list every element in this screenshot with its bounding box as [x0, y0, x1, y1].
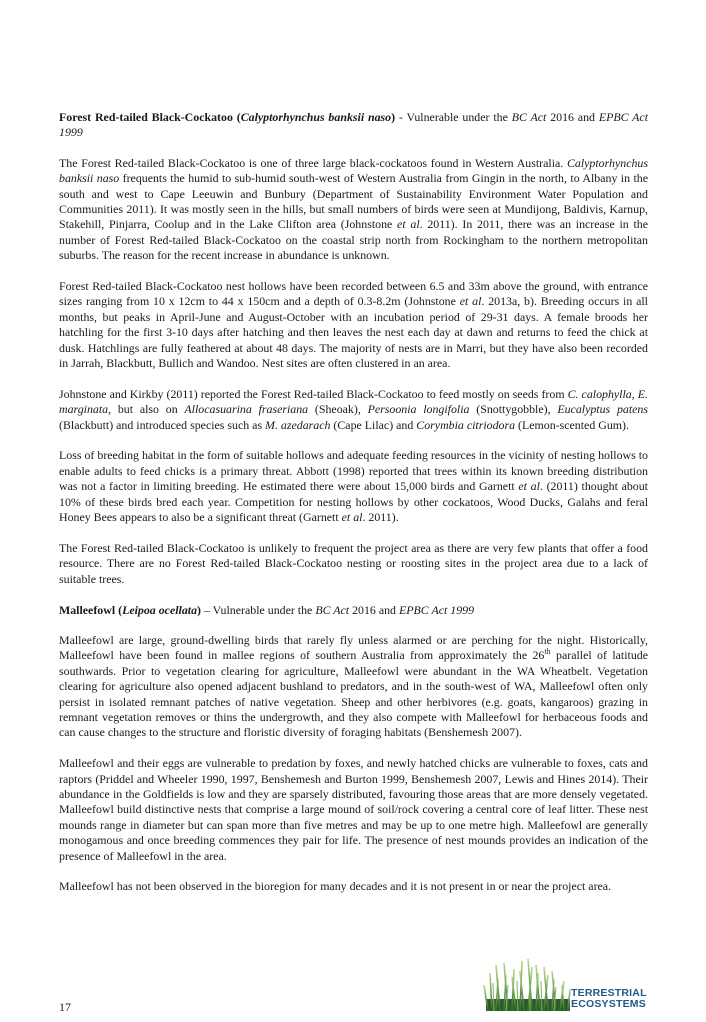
paragraph-cockatoo-feeding: Johnstone and Kirkby (2011) reported the Forest Red-tailed Black-Cockatoo to feed mostly on seeds from C. calophylla, E. marginata, but also on Allocasuarina fraseriana (Sheoak), Persoonia longifolia (Snottygobble), Eucalyptus patens (Blackbutt) and introduced species such as M. azedarach (Cape Lilac) and Corymbia citriodora (Lemon-scented Gum). [59, 386, 648, 432]
heading-malleefowl: Malleefowl (Leipoa ocellata) – Vulnerable under the BC Act 2016 and EPBC Act 1999 [59, 602, 475, 617]
page-number: 17 [59, 1000, 71, 1014]
paragraph-malleefowl-habitat: Malleefowl are large, ground-dwelling birds that rarely fly unless alarmed or are perching for the night. Historically, Malleefowl have been found in mallee regions of southern Australia from approximately the 26th parallel of latitude southwards. Prior to vegetation clearing for agriculture, Malleefowl were abundant in the WA Wheatbelt. Vegetation clearing for agriculture also opened adjacent bushland to predators, and in the south-west of WA, Malleefowl often only persist in isolated remnant patches of native vegetation. Sheep and other herbivores (e.g. goats, kangaroos) grazing in remnant vegetation removes or thins the undergrowth, and they also compete with Malleefowl for herbaceous foods and can cause changes to the structure and floristic diversity of foraging habitats (Benshemesh 2007). [59, 632, 648, 740]
paragraph-cockatoo-threats: Loss of breeding habitat in the form of suitable hollows and adequate feeding resources in the vicinity of nesting hollows to enable adults to feed chicks is a primary threat. Abbott (1998) reported that trees within its known breeding distribution was not a factor in limiting breeding. He estimated there were about 15,000 birds and Garnett et al. (2011) thought about 10% of these birds bred each year. Competition for nesting hollows by other cockatoos, Wood Ducks, Galahs and feral Honey Bees appears to also be a significant threat (Garnett et al. 2011). [59, 448, 648, 525]
heading-forest-red-tailed-black-cockatoo: Forest Red-tailed Black-Cockatoo (Calyptorhynchus banksii naso) - Vulnerable under the BC Act 2016 and EPBC Act 1999 [59, 110, 648, 140]
paragraph-malleefowl-project-area: Malleefowl has not been observed in the bioregion for many decades and it is not present in or near the project area. [59, 879, 612, 894]
logo-line-2: ECOSYSTEMS [571, 998, 646, 1010]
paragraph-cockatoo-nesting: Forest Red-tailed Black-Cockatoo nest hollows have been recorded between 6.5 and 33m above the ground, with entrance sizes ranging from 10 x 12cm to 44 x 150cm and a depth of 0.3-8.2m (Johnstone et al. 2013a, b). Breeding occurs in all months, but peaks in April-June and August-October with an incubation period of 29-31 days. A female broods her hatchling for the first 3-10 days after hatching and then leaves the nest each day at dawn and returns to feed the chick at dusk. Hatchlings are fully feathered at about 48 days. The majority of nests are in Marri, but they have also been recorded in Jarrah, Blackbutt, Bullich and Wandoo. Nest sites are often clustered in an area. [59, 279, 648, 371]
paragraph-cockatoo-distribution: The Forest Red-tailed Black-Cockatoo is one of three large black-cockatoos found in Western Australia. Calyptorhynchus banksii naso frequents the humid to sub-humid south-west of Western Australia from Gingin in the north, to Albany in the south and west to Cape Leeuwin and Bunbury (Department of Sustainability Environment Water Population and Communities 2011). It was mostly seen in the hills, but small numbers of birds were seen at Mundijong, Baldivis, Karnup, Stakehill, Pinjarra, Coolup and in the Lake Clifton area (Johnstone et al. 2011). In 2011, there was an increase in the number of Forest Red-tailed Black-Cockatoo on the coastal strip north from Rockingham to the northern metropolitan suburbs. The reason for the recent increase in abundance is unknown. [59, 155, 648, 263]
document-body [59, 110, 648, 910]
terrestrial-ecosystems-logo [478, 955, 656, 1017]
paragraph-cockatoo-project-area: The Forest Red-tailed Black-Cockatoo is unlikely to frequent the project area as there are very few plants that offer a food resource. There are no Forest Red-tailed Black-Cockatoo nesting or roosting sites in the project area due to a lack of suitable trees. [59, 540, 648, 586]
paragraph-malleefowl-predation: Malleefowl and their eggs are vulnerable to predation by foxes, and newly hatched chicks are vulnerable to foxes, cats and raptors (Priddel and Wheeler 1990, 1997, Benshemesh and Burton 1999, Benshemesh 2007, Lewis and Hines 2014). Their abundance in the Goldfields is low and they are sparsely distributed, favouring those areas that are more densely vegetated. Malleefowl build distinctive nests that comprise a large mound of soil/rock covering a central core of leaf litter. These nest mounds range in diameter but can span more than five metres and may be up to one metre high. Malleefowl are generally monogamous and once breeding commences they pair for life. The presence of nest mounds provides an indication of the presence of Malleefowl in the area. [59, 756, 648, 863]
logo-line-1: TERRESTRIAL [571, 987, 647, 999]
